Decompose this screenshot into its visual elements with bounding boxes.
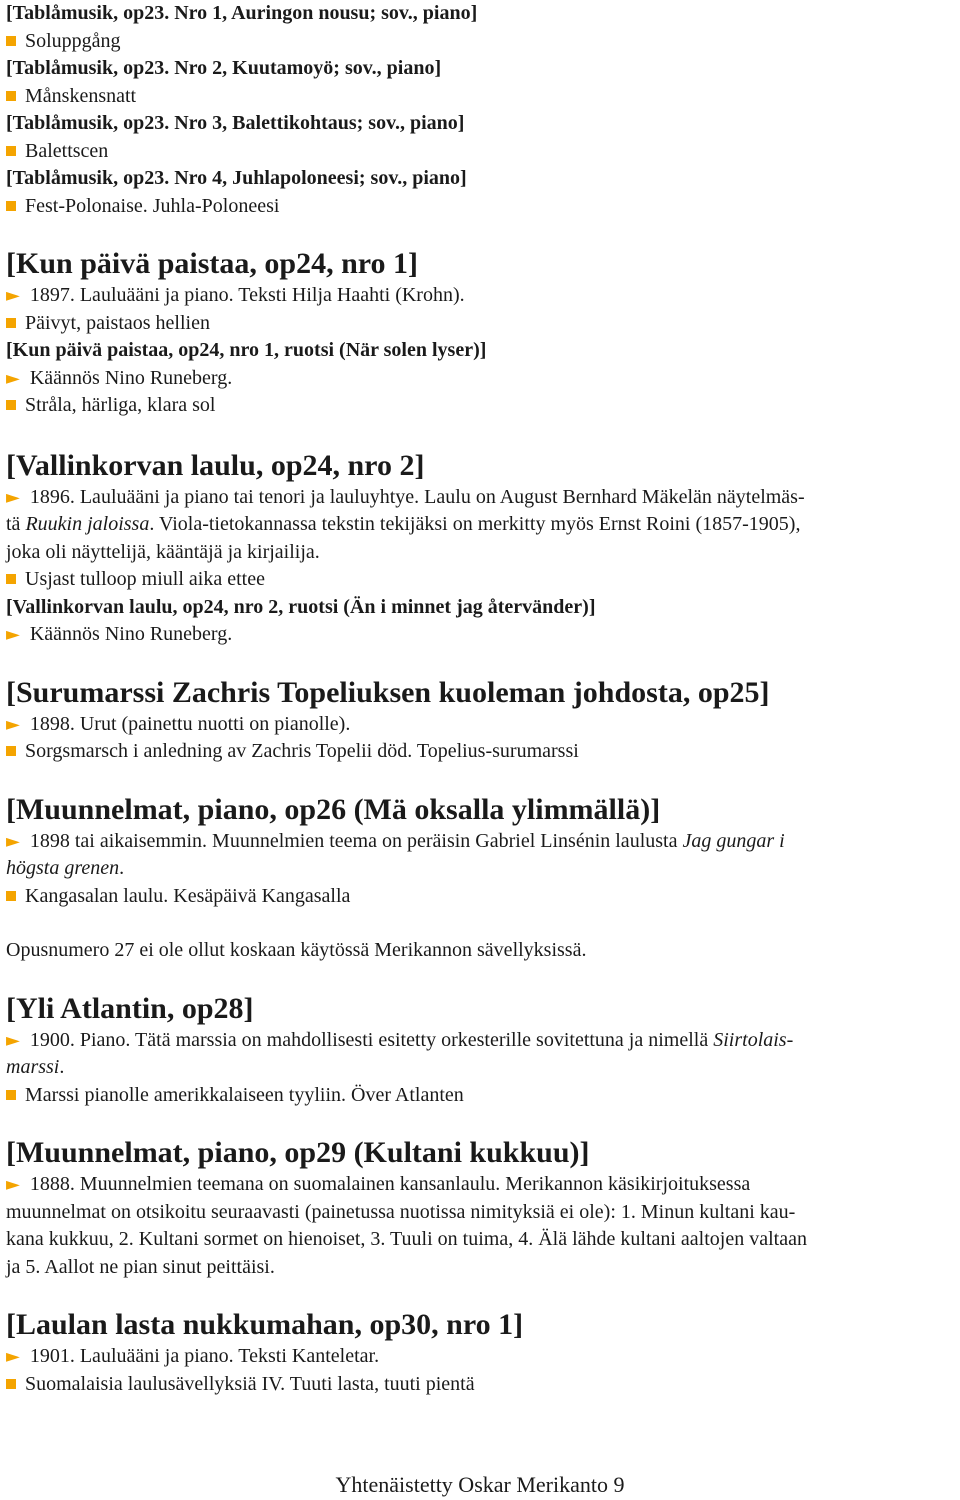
- work-info: [6, 1343, 958, 1371]
- section-heading: [Muunnelmat, piano, op26 (Mä oksalla ylimmällä)]: [6, 792, 661, 826]
- work-info-cont: kana kukkuu, 2. Kultani sormet on hienoiset, 3. Tuuli on tuima, 4. Älä lähde kultani aaltojen valtaan: [6, 1228, 807, 1250]
- item-text: Månskensnatt: [25, 84, 137, 107]
- work-item: [6, 883, 958, 911]
- work-item: [6, 566, 958, 594]
- info-text: Käännös Nino Runeberg.: [29, 366, 233, 389]
- work-info-cont: joka oli näyttelijä, kääntäjä ja kirjailija.: [6, 540, 320, 563]
- work-info-cont: [6, 1054, 958, 1082]
- triangle-arrow-icon: ►: [6, 1346, 20, 1367]
- triangle-arrow-icon: ►: [6, 285, 20, 306]
- square-bullet-icon: [6, 201, 16, 211]
- item-text: Usjast tulloop miull aika ettee: [25, 568, 265, 590]
- work-info: [6, 282, 958, 310]
- info-text: tä: [6, 513, 26, 535]
- work-item: [6, 83, 958, 111]
- work-title: [Tablåmusik, op23. Nro 1, Auringon nousu; sov., piano]: [6, 2, 478, 24]
- triangle-arrow-icon: ►: [6, 830, 20, 852]
- item-text: Soluppgång: [25, 29, 121, 52]
- square-bullet-icon: [6, 746, 16, 756]
- italic-title: marssi: [6, 1056, 60, 1078]
- square-bullet-icon: [6, 891, 16, 901]
- work-item: [6, 138, 958, 166]
- square-bullet-icon: [6, 318, 16, 328]
- muunnelmat29-section: [6, 1135, 958, 1281]
- item-text: Balettscen: [25, 139, 109, 162]
- work-info: [6, 1027, 958, 1055]
- surumarssi-section: [6, 675, 958, 766]
- work-item: [6, 392, 958, 420]
- italic-title: Jag gungar i: [682, 829, 785, 852]
- triangle-arrow-icon: ►: [6, 624, 20, 645]
- work-info-cont: ja 5. Aallot ne pian sinut peittäisi.: [6, 1255, 275, 1278]
- square-bullet-icon: [6, 36, 16, 46]
- work-title: [Tablåmusik, op23. Nro 3, Balettikohtaus; sov., piano]: [6, 112, 465, 134]
- square-bullet-icon: [6, 1379, 16, 1389]
- yli-section: [6, 991, 958, 1110]
- info-text: 1888. Muunnelmien teemana on suomalainen kansanlaulu. Merikannon käsikirjoituksessa: [29, 1173, 751, 1195]
- info-text: 1898 tai aikaisemmin. Muunnelmien teema on peräisin Gabriel Linsénin laulusta: [29, 829, 683, 852]
- kun-section: [6, 246, 958, 420]
- info-text: .: [119, 857, 125, 879]
- work-item: [6, 310, 958, 338]
- work-info: [6, 1171, 958, 1199]
- work-info-cont: [6, 855, 958, 883]
- vallinkorvan-section: [6, 448, 958, 649]
- info-text: .: [59, 1056, 65, 1078]
- tablamusik-section: [6, 0, 958, 220]
- work-item: [6, 193, 958, 221]
- square-bullet-icon: [6, 574, 16, 584]
- section-heading: [Vallinkorvan laulu, op24, nro 2]: [6, 448, 425, 482]
- section-heading: [Kun päivä paistaa, op24, nro 1]: [6, 247, 419, 280]
- info-text: 1896. Lauluääni ja piano tai tenori ja lauluyhtye. Laulu on August Bernhard Mäkelän näytelmäs-: [29, 485, 805, 508]
- item-text: Kangasalan laulu. Kesäpäivä Kangasalla: [25, 884, 351, 907]
- info-text: 1897. Lauluääni ja piano. Teksti Hilja Haahti (Krohn).: [29, 284, 465, 306]
- item-text: Stråla, härliga, klara sol: [25, 394, 216, 416]
- info-text: 1900. Piano. Tätä marssia on mahdollisesti esitetty orkesterille sovitettuna ja nimellä: [29, 1028, 714, 1051]
- square-bullet-icon: [6, 146, 16, 156]
- work-title: [Tablåmusik, op23. Nro 2, Kuutamoyö; sov., piano]: [6, 57, 442, 79]
- item-text: Päivyt, paistaos hellien: [25, 311, 210, 334]
- page-footer: Yhtenäistetty Oskar Merikanto 9: [335, 1472, 625, 1497]
- triangle-arrow-icon: ►: [6, 1029, 20, 1051]
- laulan-section: [6, 1307, 958, 1398]
- work-info: [6, 828, 958, 856]
- work-title: [Kun päivä paistaa, op24, nro 1, ruotsi (När solen lyser)]: [6, 339, 487, 361]
- item-text: Suomalaisia laulusävellyksiä IV. Tuuti lasta, tuuti pientä: [25, 1372, 475, 1395]
- work-item: [6, 1082, 958, 1110]
- opus27-note: Opusnumero 27 ei ole ollut koskaan käytössä Merikannon sävellyksissä.: [6, 939, 587, 961]
- info-text: 1901. Lauluääni ja piano. Teksti Kanteletar.: [29, 1345, 380, 1367]
- work-info-cont: muunnelmat on otsikoitu seuraavasti (painetussa nuotissa nimityksiä ei ole): 1. Minun kultani kau-: [6, 1200, 796, 1223]
- section-heading: [Muunnelmat, piano, op29 (Kultani kukkuu)]: [6, 1136, 590, 1169]
- triangle-arrow-icon: ►: [6, 713, 20, 735]
- info-text: . Viola-tietokannassa tekstin tekijäksi on merkitty myös Ernst Roini (1857-1905),: [149, 513, 801, 535]
- work-info-cont: [6, 511, 958, 539]
- work-info: [6, 711, 958, 739]
- section-heading: [Surumarssi Zachris Topeliuksen kuoleman johdosta, op25]: [6, 675, 770, 709]
- document-page: [6, 0, 958, 1398]
- section-heading: [Yli Atlantin, op28]: [6, 991, 254, 1025]
- work-info: [6, 484, 958, 512]
- triangle-arrow-icon: ►: [6, 367, 20, 389]
- work-item: [6, 738, 958, 766]
- item-text: Sorgsmarsch i anledning av Zachris Topelii död. Topelius-surumarssi: [25, 740, 579, 762]
- square-bullet-icon: [6, 400, 16, 410]
- info-text: 1898. Urut (painettu nuotti on pianolle).: [29, 712, 351, 735]
- italic-title: högsta grenen: [6, 857, 120, 879]
- work-item: [6, 28, 958, 56]
- work-item: [6, 1371, 958, 1399]
- triangle-arrow-icon: ►: [6, 486, 20, 508]
- square-bullet-icon: [6, 1090, 16, 1100]
- work-title: [Vallinkorvan laulu, op24, nro 2, ruotsi (Än i minnet jag återvänder)]: [6, 595, 596, 618]
- item-text: Fest-Polonaise. Juhla-Poloneesi: [25, 194, 280, 217]
- work-info: [6, 621, 958, 649]
- muunnelmat26-section: [6, 792, 958, 911]
- triangle-arrow-icon: ►: [6, 1174, 20, 1195]
- work-info: [6, 365, 958, 393]
- info-text: Käännös Nino Runeberg.: [29, 623, 233, 645]
- italic-title: Siirtolais-: [713, 1028, 794, 1051]
- item-text: Marssi pianolle amerikkalaiseen tyyliin. Över Atlanten: [25, 1083, 464, 1106]
- work-title: [Tablåmusik, op23. Nro 4, Juhlapoloneesi; sov., piano]: [6, 167, 467, 189]
- square-bullet-icon: [6, 91, 16, 101]
- section-heading: [Laulan lasta nukkumahan, op30, nro 1]: [6, 1308, 524, 1341]
- italic-title: Ruukin jaloissa: [25, 513, 150, 535]
